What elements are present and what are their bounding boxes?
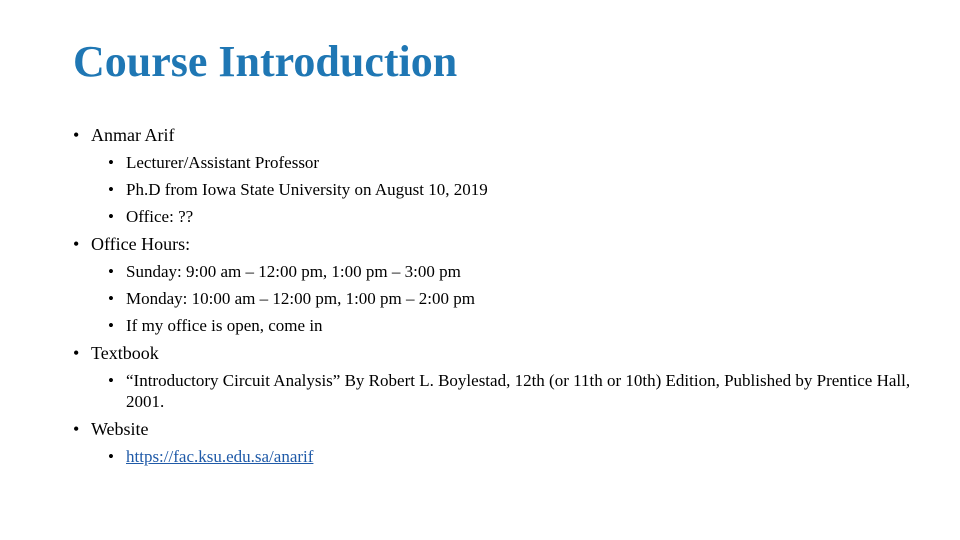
bullet-icon: • (108, 447, 114, 466)
section-heading: Textbook (91, 343, 159, 363)
sub-list (73, 446, 933, 467)
list-item (73, 179, 933, 200)
list-item (73, 315, 933, 336)
section-instructor (73, 124, 933, 227)
list-item (73, 152, 933, 173)
sub-list (73, 370, 933, 412)
sub-list (73, 261, 933, 336)
section-heading: Anmar Arif (91, 125, 175, 145)
section-heading: Website (91, 419, 149, 439)
bullet-icon: • (108, 289, 114, 308)
list-item (73, 233, 933, 255)
list-item (73, 418, 933, 440)
list-item (73, 261, 933, 282)
website-link[interactable]: https://fac.ksu.edu.sa/anarif (126, 447, 314, 466)
list-item (73, 342, 933, 364)
slide-title: Course Introduction (73, 37, 458, 86)
bullet-icon: • (73, 343, 80, 363)
section-website (73, 418, 933, 467)
sub-list (73, 152, 933, 227)
bullet-icon: • (73, 419, 80, 439)
item-text: Office: ?? (126, 207, 194, 226)
bullet-icon: • (108, 316, 114, 335)
item-text: If my office is open, come in (126, 316, 323, 335)
bullet-icon: • (73, 125, 80, 145)
item-text: “Introductory Circuit Analysis” By Robert L. Boylestad, 12th (or 11th or 10th) Edition, Published by Prentice Hall, 2001. (126, 371, 911, 411)
section-textbook (73, 342, 933, 412)
bullet-icon: • (108, 371, 114, 390)
bullet-icon: • (108, 180, 114, 199)
bullet-icon: • (73, 234, 80, 254)
item-text: Lecturer/Assistant Professor (126, 153, 320, 172)
list-item (73, 370, 933, 412)
item-text: Sunday: 9:00 am – 12:00 pm, 1:00 pm – 3:00 pm (126, 262, 461, 281)
section-heading: Office Hours: (91, 234, 191, 254)
list-item (73, 206, 933, 227)
bullet-icon: • (108, 207, 114, 226)
section-office-hours (73, 233, 933, 336)
list-item (73, 288, 933, 309)
bullet-icon: • (108, 153, 114, 172)
bullet-list (73, 124, 933, 473)
bullet-icon: • (108, 262, 114, 281)
item-text: Monday: 10:00 am – 12:00 pm, 1:00 pm – 2:00 pm (126, 289, 475, 308)
list-item (73, 446, 933, 467)
list-item (73, 124, 933, 146)
item-text: Ph.D from Iowa State University on August 10, 2019 (126, 180, 488, 199)
